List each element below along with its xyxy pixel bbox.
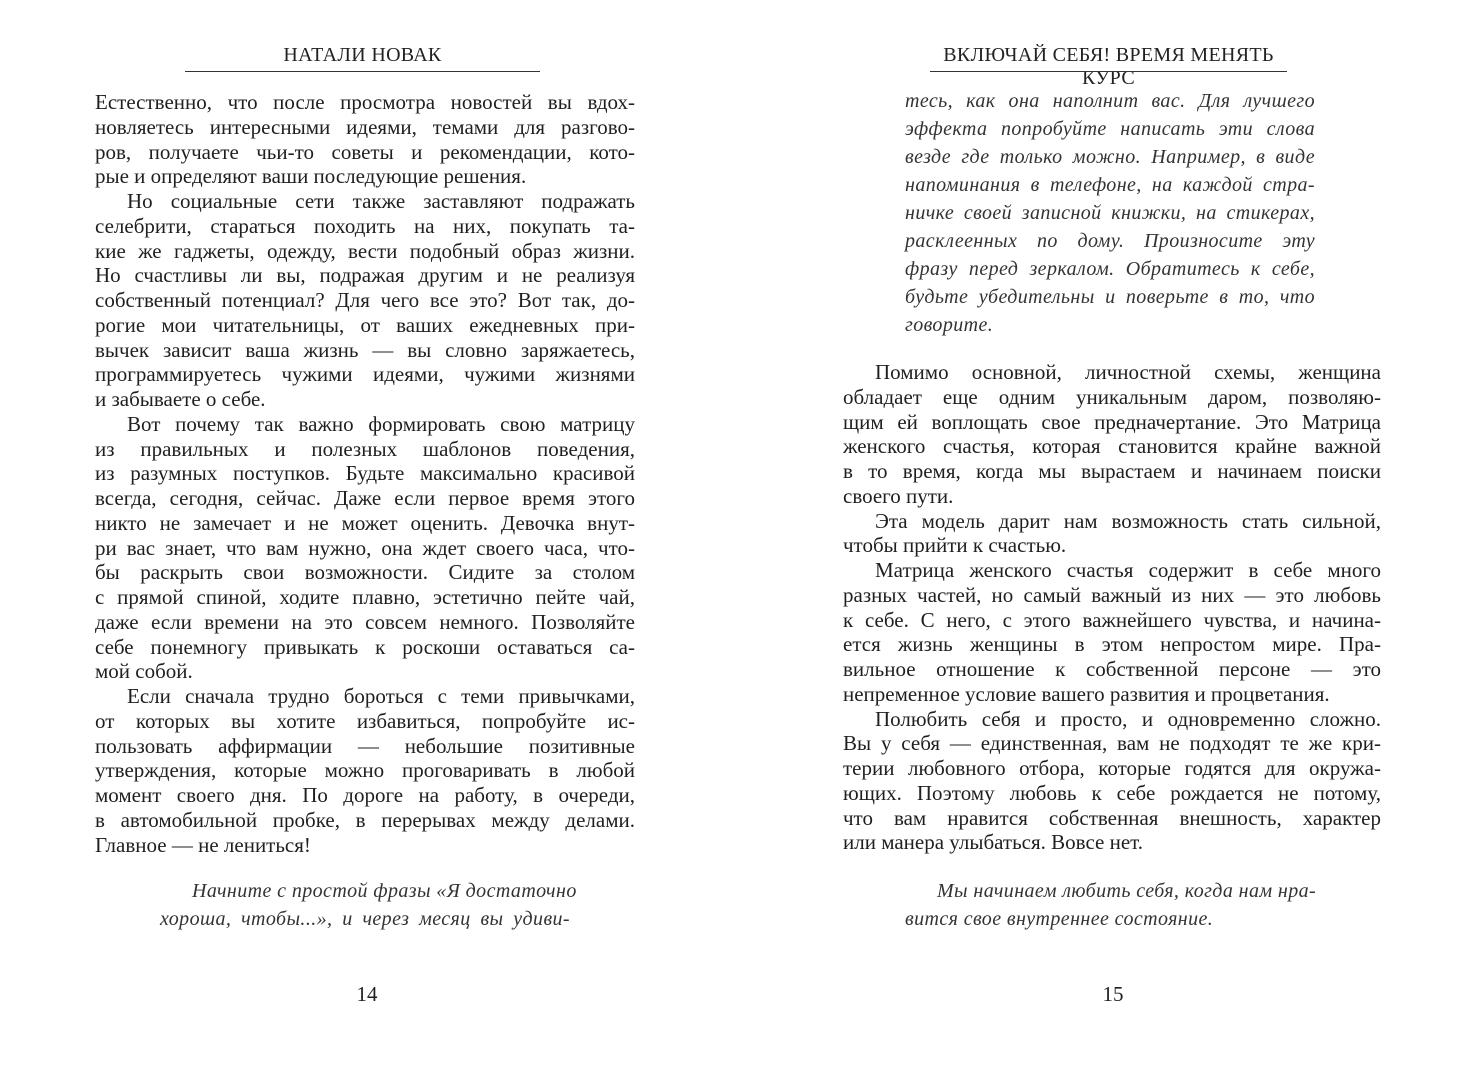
- paragraph: [843, 360, 1381, 509]
- text-line: рые и определяют ваши последующие решения.: [95, 164, 527, 189]
- text-line: или манера улыбаться. Вовсе нет.: [843, 830, 1144, 855]
- paragraph: [160, 877, 577, 933]
- paragraph: [95, 412, 635, 684]
- text-line: ющих. Поэтому любовь к себе рождается не потому,: [843, 780, 1381, 805]
- text-line: вильное отношение к собственной персоне — это: [843, 657, 1381, 681]
- paragraph: [905, 877, 1315, 933]
- text-line: расклеенных по дому. Произносите эту: [905, 230, 1315, 252]
- text-line: женского счастья, которая становится крайне важной: [843, 434, 1381, 459]
- text-line: Полюбить себя и просто, и одновременно сложно.: [875, 706, 1381, 731]
- text-line: мой собой.: [95, 659, 193, 684]
- text-line: всегда, сегодня, сейчас. Даже если первое время этого: [95, 486, 635, 510]
- text-line: из правильных и полезных шаблонов поведения,: [95, 436, 635, 461]
- text-line: Естественно, что после просмотра новостей вы вдох-: [95, 90, 635, 114]
- paragraph: [95, 90, 635, 189]
- text-line: Мы начинаем любить себя, когда нам нра-: [937, 880, 1317, 902]
- paragraph: [95, 684, 635, 857]
- header-rule: [185, 71, 540, 72]
- right-page: [737, 0, 1473, 1080]
- text-line: хороша, чтобы...», и через месяц вы удиви-: [160, 908, 570, 930]
- text-line: программируетесь чужими идеями, чужими жизнями: [95, 362, 635, 387]
- text-line: селебрити, стараться походить на них, покупать та-: [95, 213, 635, 238]
- body-text: [95, 90, 635, 857]
- text-line: терии любовного отбора, которые годятся для окружа-: [843, 756, 1381, 780]
- text-line: Помимо основной, личностной схемы, женщина: [875, 360, 1381, 384]
- text-line: Вы у себя — единственная, вам не подходят те же кри-: [843, 731, 1381, 756]
- text-line: к себе. С него, с этого важнейшего чувства, и начина-: [843, 607, 1381, 632]
- text-line: с прямой спиной, ходите плавно, эстетично пейте чай,: [95, 585, 635, 609]
- text-line: Если сначала трудно бороться с теми привычками,: [127, 684, 635, 708]
- text-line: утверждения, которые можно проговаривать в любой: [95, 758, 635, 783]
- text-line: тесь, как она наполнит вас. Для лучшего: [905, 90, 1315, 112]
- text-line: Эта модель дарит нам возможность стать сильной,: [875, 508, 1381, 533]
- text-line: Но социальные сети также заставляют подражать: [127, 189, 635, 213]
- text-line: из разумных поступков. Будьте максимально красивой: [95, 461, 635, 486]
- paragraph: [843, 558, 1381, 707]
- text-line: момент своего дня. По дороге на работу, в очереди,: [95, 783, 635, 807]
- body-text: [843, 360, 1381, 855]
- paragraph: [95, 189, 635, 412]
- text-line: Главное — не лениться!: [95, 832, 311, 857]
- text-line: напоминания в телефоне, на каждой стра-: [905, 174, 1315, 196]
- text-line: никто не замечает и не может оценить. Девочка внут-: [95, 510, 635, 535]
- text-line: чтобы прийти к счастью.: [843, 533, 1067, 558]
- running-header-author: НАТАЛИ НОВАК: [283, 44, 442, 66]
- text-line: обладает еще одним уникальным даром, позволяю-: [843, 384, 1381, 409]
- text-line: собственный потенциал? Для чего все это? Вот так, до-: [95, 288, 635, 312]
- text-line: бы раскрыть свои возможности. Сидите за столом: [95, 560, 635, 585]
- affirmation-quote-continued: [905, 87, 1315, 339]
- paragraph: [843, 509, 1381, 559]
- text-line: ется жизнь женщины в этом непростом мире. Пра-: [843, 632, 1381, 657]
- text-line: фразу перед зеркалом. Обратитесь к себе,: [905, 258, 1315, 280]
- affirmation-quote: [160, 877, 577, 933]
- left-page: [0, 0, 736, 1080]
- page-number: 15: [1102, 982, 1124, 1006]
- text-line: Но счастливы ли вы, подражая другим и не реализуя: [95, 263, 635, 288]
- text-line: ри вас знает, что вам нужно, она ждет своего часа, что-: [95, 535, 635, 560]
- pull-quote: [905, 877, 1315, 933]
- text-line: пользовать аффирмации — небольшие позитивные: [95, 733, 635, 758]
- text-line: вится свое внутреннее состояние.: [905, 908, 1214, 930]
- text-line: и забываете о себе.: [95, 387, 266, 411]
- text-line: в то время, когда мы вырастаем и начинаем поиски: [843, 459, 1381, 483]
- text-line: Начните с простой фразы «Я достаточно: [192, 880, 577, 902]
- paragraph: [843, 707, 1381, 856]
- running-header-title: ВКЛЮЧАЙ СЕБЯ! ВРЕМЯ МЕНЯТЬ КУРС: [943, 44, 1274, 89]
- text-line: ров, получаете чьи-то советы и рекомендации, кото-: [95, 139, 635, 164]
- text-line: Матрица женского счастья содержит в себе много: [875, 558, 1381, 582]
- text-line: что вам нравится собственная внешность, характер: [843, 805, 1381, 830]
- text-line: вычек зависит ваша жизнь — вы словно заряжаетесь,: [95, 337, 635, 362]
- text-line: ничке своей записной книжки, на стикерах,: [905, 202, 1315, 224]
- text-line: рогие мои читательницы, от ваших ежедневных при-: [95, 312, 635, 337]
- text-line: везде где только можно. Например, в виде: [905, 146, 1315, 168]
- text-line: себе понемногу привыкать к роскоши оставаться са-: [95, 634, 635, 659]
- text-line: разных частей, но самый важный из них — это любовь: [843, 582, 1381, 607]
- text-line: говорите.: [905, 314, 994, 336]
- text-line: своего пути.: [843, 483, 954, 508]
- text-line: кие же гаджеты, одежду, вести подобный образ жизни.: [95, 238, 635, 263]
- text-line: новляетесь интересными идеями, темами для разгово-: [95, 114, 635, 139]
- text-line: будьте убедительны и поверьте в то, что: [905, 286, 1315, 308]
- text-line: от которых вы хотите избавиться, попробуйте ис-: [95, 708, 635, 733]
- text-line: в автомобильной пробке, в перерывах между делами.: [95, 807, 635, 832]
- text-line: даже если времени на это совсем немного. Позволяйте: [95, 609, 635, 634]
- text-line: щим ей воплощать свое предначертание. Это Матрица: [843, 409, 1381, 434]
- paragraph: [905, 87, 1315, 339]
- text-line: непременное условие вашего развития и процветания.: [843, 681, 1330, 706]
- header-rule: [930, 71, 1287, 72]
- text-line: Вот почему так важно формировать свою матрицу: [127, 411, 635, 436]
- page-number: 14: [356, 982, 378, 1006]
- text-line: эффекта попробуйте написать эти слова: [905, 118, 1315, 140]
